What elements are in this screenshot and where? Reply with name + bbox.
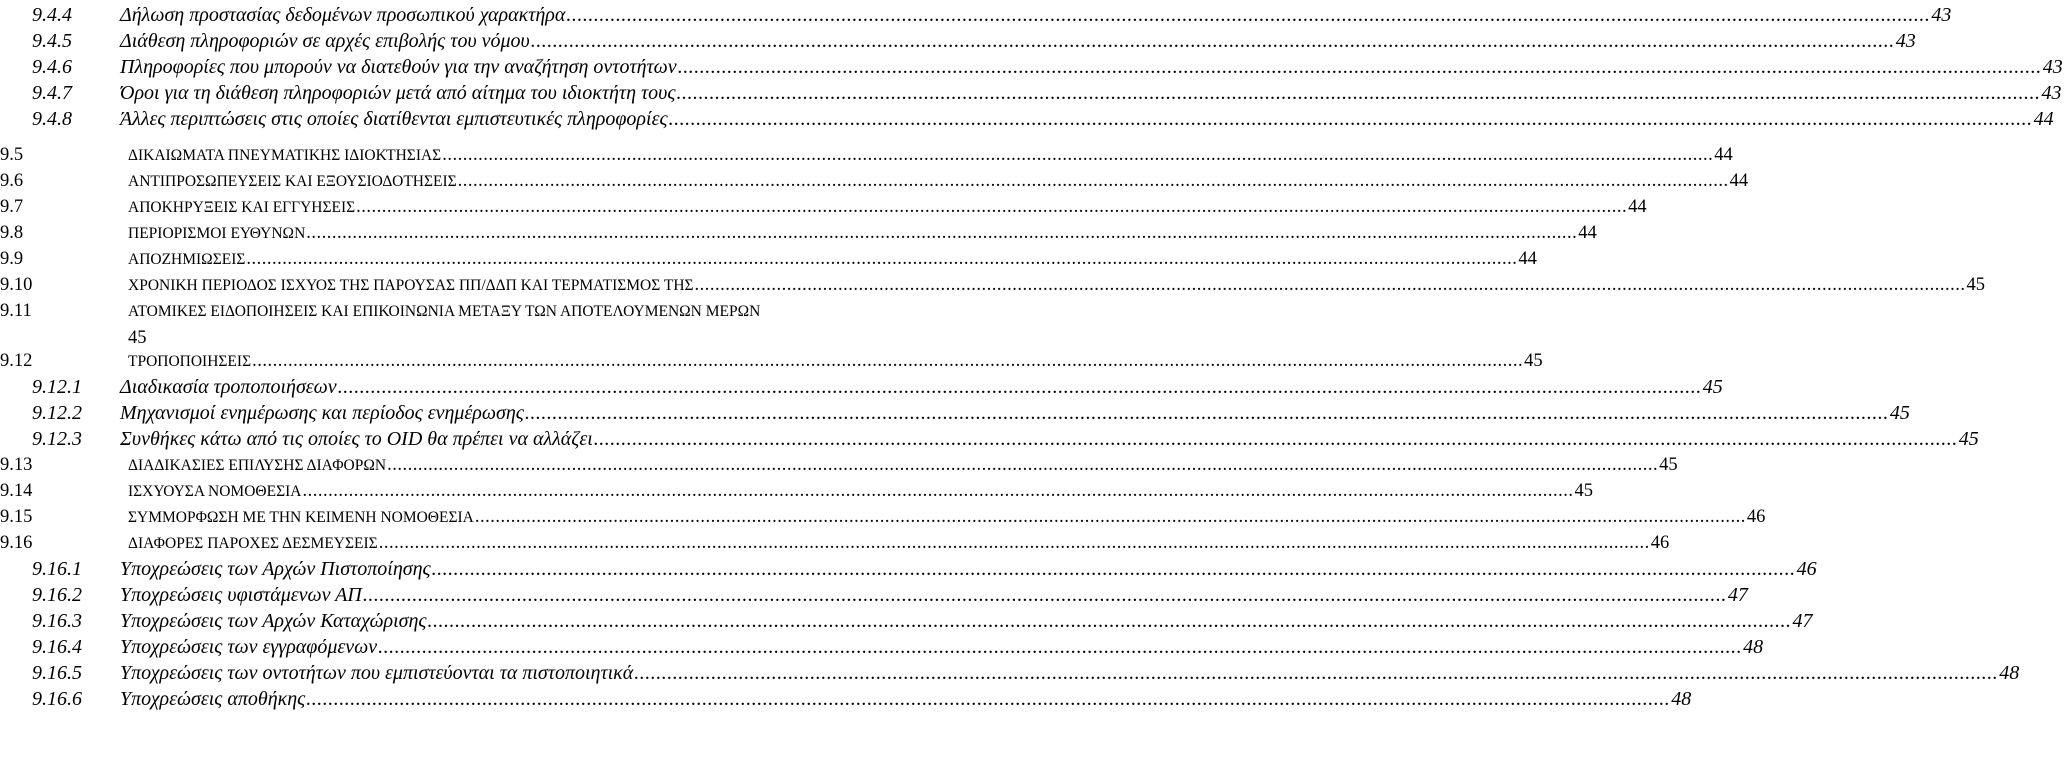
toc-entry[interactable] <box>0 556 1817 582</box>
toc-entry[interactable] <box>0 426 1979 452</box>
toc-entry-title <box>128 348 1543 375</box>
toc-entry-number: 9.9 <box>0 249 24 269</box>
toc-entry-number: 9.4.5 <box>32 30 72 52</box>
toc-entry-title <box>120 582 1748 608</box>
toc-entry-title <box>120 608 1813 634</box>
toc-entry[interactable] <box>0 686 1692 712</box>
toc-entry-title-text: Υποχρεώσεις των οντοτήτων που εμπιστεύονται τα πιστοποιητικά <box>120 662 634 684</box>
toc-dot-leader <box>252 348 1523 374</box>
toc-entry-page-number: 43 <box>1895 30 1916 52</box>
toc-entry-page-number: 48 <box>1743 636 1764 658</box>
toc-entry-page-number: 45 <box>1889 402 1910 424</box>
toc-entry-number: 9.6 <box>0 171 24 191</box>
toc-entry-title-text: ΙΣΧΥΟΥΣΑ ΝΟΜΟΘΕΣΙΑ <box>128 483 302 500</box>
toc-entry[interactable] <box>0 400 1910 426</box>
toc-entry-title-text: ΑΝΤΙΠΡΟΣΩΠΕΥΣΕΙΣ ΚΑΙ ΕΞΟΥΣΙΟΔΟΤΗΣΕΙΣ <box>128 173 457 190</box>
toc-entry-page-number: 45 <box>1702 376 1723 398</box>
toc-entry-title-text: Υποχρεώσεις των εγγραφόμενων <box>120 636 378 658</box>
toc-entry-number: 9.13 <box>0 455 33 475</box>
toc-entry-number: 9.16.6 <box>32 688 82 710</box>
toc-entry-page-number: 44 <box>2033 108 2054 130</box>
toc-entry-title-text: Μηχανισμοί ενημέρωσης και περίοδος ενημέρωσης <box>120 402 524 424</box>
toc-entry-number: 9.11 <box>0 301 32 321</box>
toc-entry-title <box>128 298 960 351</box>
toc-entry-title <box>120 374 1723 400</box>
toc-entry-page-number: 45 <box>1574 481 1593 501</box>
toc-entry-title-text: ΔΙΚΑΙΩΜΑΤΑ ΠΝΕΥΜΑΤΙΚΗΣ ΙΔΙΟΚΤΗΣΙΑΣ <box>128 147 442 164</box>
toc-entry[interactable] <box>0 80 2062 106</box>
toc-entry-title <box>120 634 1764 660</box>
toc-entry-title <box>128 220 1597 247</box>
toc-entry-title <box>120 400 1910 426</box>
toc-entry[interactable] <box>0 28 1916 54</box>
toc-entry-page-number: 45 <box>1659 455 1678 475</box>
toc-entry-page-number: 44 <box>1729 171 1749 191</box>
toc-dot-leader <box>363 582 1727 608</box>
toc-entry-page-number: 48 <box>1671 688 1692 710</box>
toc-entry[interactable] <box>0 634 1764 660</box>
toc-entry[interactable] <box>0 2 1952 28</box>
toc-entry-title <box>120 556 1817 582</box>
toc-dot-leader <box>442 142 1713 168</box>
toc-entry-number: 9.12.1 <box>32 376 82 398</box>
toc-entry-page-number: 43 <box>2041 82 2062 104</box>
toc-dot-leader <box>432 556 1796 582</box>
toc-entry-page-number: 44 <box>1578 223 1597 243</box>
toc-entry-page-number: 45 <box>128 328 147 348</box>
toc-entry[interactable] <box>0 220 1597 246</box>
toc-entry-title-text: Διαδικασία τροποποιήσεων <box>120 376 337 398</box>
toc-dot-leader <box>695 272 1966 298</box>
toc-entry-title-text: Άλλες περιπτώσεις στις οποίες διατίθενται εμπιστευτικές πληροφορίες <box>120 108 668 130</box>
toc-entry[interactable] <box>0 582 1748 608</box>
toc-entry[interactable] <box>0 374 1723 400</box>
toc-entry[interactable] <box>0 142 1733 168</box>
toc-entry-number: 9.4.8 <box>32 108 72 130</box>
toc-entry-title-text: ΧΡΟΝΙΚΗ ΠΕΡΙΟΔΟΣ ΙΣΧΥΟΣ ΤΗΣ ΠΑΡΟΥΣΑΣ ΠΠ/ΔΔΠ ΚΑΙ ΤΕΡΜΑΤΙΣΜΟΣ ΤΗΣ <box>128 277 694 294</box>
toc-entry-title <box>120 2 1952 28</box>
toc-dot-leader <box>531 28 1895 54</box>
toc-entry[interactable] <box>0 246 1537 272</box>
toc-dot-leader <box>566 2 1930 28</box>
toc-dot-leader <box>302 478 1573 504</box>
toc-entry-title-text: ΔΙΑΔΙΚΑΣΙΕΣ ΕΠΙΛΥΣΗΣ ΔΙΑΦΟΡΩΝ <box>128 457 387 474</box>
toc-entry-page-number: 45 <box>1958 428 1979 450</box>
toc-dot-leader <box>475 504 1746 530</box>
toc-entry-title <box>120 106 2054 132</box>
toc-entry-title-text: Όροι για τη διάθεση πληροφοριών μετά από αίτημα του ιδιοκτήτη τους <box>120 82 676 104</box>
toc-entry-page-number: 43 <box>2042 56 2063 78</box>
toc-dot-leader <box>306 686 1670 712</box>
toc-entry-page-number: 44 <box>1714 145 1733 165</box>
toc-entry-number: 9.14 <box>0 481 33 501</box>
toc-entry-title-text: Διάθεση πληροφοριών σε αρχές επιβολής του νόμου <box>120 30 530 52</box>
toc-entry-page-number: 46 <box>1746 507 1766 527</box>
toc-entry-title-text: Υποχρεώσεις των Αρχών Πιστοποίησης <box>120 558 431 580</box>
toc-entry[interactable] <box>0 660 2020 686</box>
toc-dot-leader <box>356 194 1627 220</box>
toc-entry-page-number: 46 <box>1796 558 1817 580</box>
toc-entry[interactable] <box>0 54 2063 80</box>
toc-dot-leader <box>669 106 2033 132</box>
toc-entry[interactable] <box>0 194 1647 220</box>
toc-dot-leader <box>594 426 1958 452</box>
toc-entry[interactable] <box>0 478 1593 504</box>
toc-dot-leader <box>634 660 1998 686</box>
toc-entry-page-number: 44 <box>1628 197 1647 217</box>
toc-entry-title <box>128 194 1647 221</box>
toc-entry-number: 9.12.2 <box>32 402 82 424</box>
toc-entry-number: 9.4.6 <box>32 56 72 78</box>
toc-entry-number: 9.16.1 <box>32 558 82 580</box>
toc-entry-title <box>120 80 2062 106</box>
toc-entry[interactable] <box>0 106 2054 132</box>
toc-entry-number: 9.8 <box>0 223 24 243</box>
toc-entry-page-number: 47 <box>1792 610 1813 632</box>
toc-entry[interactable] <box>0 168 1749 194</box>
toc-entry-title-text: Υποχρεώσεις υφιστάμενων ΑΠ <box>120 584 362 606</box>
toc-entry-number: 9.4.7 <box>32 82 72 104</box>
toc-entry-title-text: ΔΙΑΦΟΡΕΣ ΠΑΡΟΧΕΣ ΔΕΣΜΕΥΣΕΙΣ <box>128 535 378 552</box>
toc-entry-title-text: ΤΡΟΠΟΠΟΙΗΣΕΙΣ <box>128 353 252 370</box>
toc-entry-title-text: Υποχρεώσεις αποθήκης <box>120 688 306 710</box>
toc-entry-number: 9.16 <box>0 533 33 553</box>
toc-dot-leader <box>678 54 2042 80</box>
toc-entry-page-number: 45 <box>1524 351 1543 371</box>
toc-entry[interactable] <box>0 452 1678 478</box>
toc-entry-number: 9.10 <box>0 275 33 295</box>
toc-entry-title-text: ΑΠΟΖΗΜΙΩΣΕΙΣ <box>128 251 246 268</box>
toc-entry-number: 9.4.4 <box>32 4 72 26</box>
toc-entry-title <box>120 686 1692 712</box>
toc-entry-title <box>128 142 1733 169</box>
toc-entry-page-number: 44 <box>1518 249 1537 269</box>
toc-entry-title <box>120 28 1916 54</box>
toc-entry-title <box>128 168 1749 195</box>
toc-entry-number: 9.12 <box>0 351 33 371</box>
toc-entry-page-number: 45 <box>1966 275 1986 295</box>
toc-entry-title <box>128 246 1537 273</box>
toc-entry-title <box>128 272 1986 299</box>
toc-entry-number: 9.16.3 <box>32 610 82 632</box>
toc-entry-title-text: ΠΕΡΙΟΡΙΣΜΟΙ ΕΥΘΥΝΩΝ <box>128 225 306 242</box>
toc-entry-number: 9.15 <box>0 507 33 527</box>
toc-entry-number: 9.16.5 <box>32 662 82 684</box>
toc-entry-number: 9.16.2 <box>32 584 82 606</box>
toc-entry[interactable] <box>0 530 1670 556</box>
toc-entry-title <box>128 530 1670 557</box>
toc-entry-page-number: 47 <box>1727 584 1748 606</box>
toc-entry-title <box>120 54 2063 80</box>
toc-dot-leader <box>525 400 1889 426</box>
toc-dot-leader <box>378 634 1742 660</box>
toc-entry[interactable] <box>0 298 960 348</box>
toc-dot-leader <box>428 608 1792 634</box>
toc-entry-title-text: Υποχρεώσεις των Αρχών Καταχώρισης <box>120 610 427 632</box>
toc-entry[interactable] <box>0 348 1543 374</box>
toc-entry-title-text: ΑΤΟΜΙΚΕΣ ΕΙΔΟΠΟΙΗΣΕΙΣ ΚΑΙ ΕΠΙΚΟΙΝΩΝΙΑ ΜΕΤΑΞΥ ΤΩΝ ΑΠΟΤΕΛΟΥΜΕΝΩΝ ΜΕΡΩΝ <box>128 303 761 320</box>
toc-entry-page-number: 43 <box>1931 4 1952 26</box>
toc-entry-number: 9.16.4 <box>32 636 82 658</box>
toc-dot-leader <box>246 246 1517 272</box>
toc-dot-leader <box>306 220 1577 246</box>
toc-entry[interactable] <box>0 504 1766 530</box>
toc-dot-leader <box>676 80 2040 106</box>
toc-entry-page-number: 48 <box>1999 662 2020 684</box>
toc-entry-number: 9.12.3 <box>32 428 82 450</box>
toc-entry-title-text: Δήλωση προστασίας δεδομένων προσωπικού χαρακτήρα <box>120 4 566 26</box>
toc-entry-title <box>120 660 2020 686</box>
toc-entry-title-text: Συνθήκες κάτω από τις οποίες το OID θα πρέπει να αλλάζει <box>120 428 593 450</box>
toc-dot-leader <box>458 168 1729 194</box>
toc-dot-leader <box>387 452 1658 478</box>
toc-dot-leader <box>338 374 1702 400</box>
toc-entry-title-text: Πληροφορίες που μπορούν να διατεθούν για την αναζήτηση οντοτήτων <box>120 56 677 78</box>
toc-entry[interactable] <box>0 272 1986 298</box>
toc-entry-title-text: ΣΥΜΜΟΡΦΩΣΗ ΜΕ ΤΗΝ ΚΕΙΜΕΝΗ ΝΟΜΟΘΕΣΙΑ <box>128 509 474 526</box>
toc-entry-number: 9.7 <box>0 197 24 217</box>
toc-entry-title <box>120 426 1979 452</box>
toc-entry-title <box>128 504 1766 531</box>
toc-entry-title-text: ΑΠΟΚΗΡΥΞΕΙΣ ΚΑΙ ΕΓΓΥΗΣΕΙΣ <box>128 199 356 216</box>
toc-entry-title <box>128 452 1678 479</box>
toc-entry-page-number: 46 <box>1650 533 1670 553</box>
toc-entry-title <box>128 478 1593 505</box>
toc-entry[interactable] <box>0 608 1813 634</box>
toc-dot-leader <box>379 530 1650 556</box>
toc-entry-number: 9.5 <box>0 145 24 165</box>
